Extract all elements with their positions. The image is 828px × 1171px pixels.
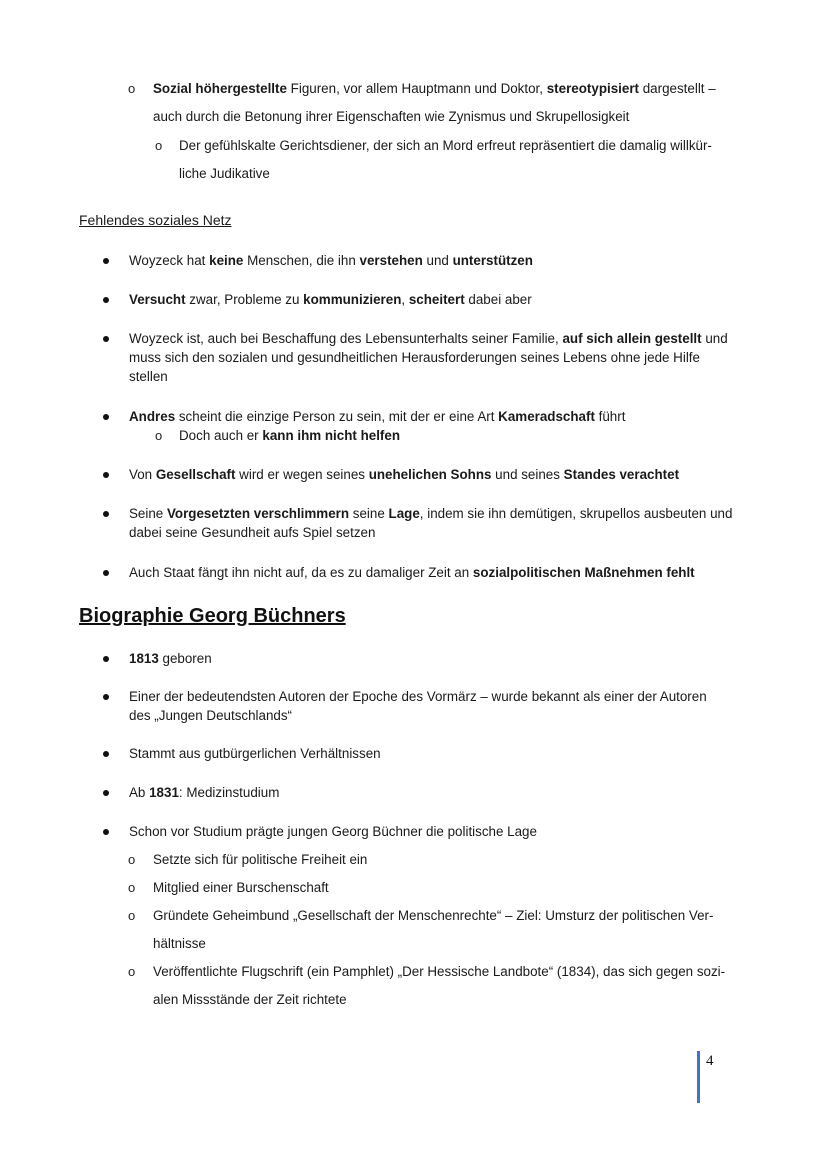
page-number-rule xyxy=(697,1051,700,1103)
list-item xyxy=(129,563,695,582)
list-item xyxy=(129,290,532,309)
sub-list-item xyxy=(179,426,400,445)
list-item-line-3: stellen xyxy=(129,369,168,384)
circle-bullet-icon: o xyxy=(128,880,136,895)
bullet-icon xyxy=(103,751,109,757)
text: Woyzeck hat xyxy=(129,253,210,268)
text: und seines xyxy=(491,467,564,482)
bullet-icon xyxy=(103,829,109,835)
text: dargestellt – xyxy=(639,81,716,96)
sub-list-item-line-2: alen Missstände der Zeit richtete xyxy=(153,992,347,1007)
bold-text: auf sich allein gestellt xyxy=(562,331,702,346)
section-heading: Fehlendes soziales Netz xyxy=(79,212,232,228)
bold-text: Lage xyxy=(388,506,420,521)
bullet-icon xyxy=(103,570,109,576)
circle-bullet-icon: o xyxy=(155,428,163,443)
bold-text: Versucht xyxy=(129,292,186,307)
sub-list-item-line-2: hältnisse xyxy=(153,936,206,951)
bold-text: stereotypisiert xyxy=(546,81,640,96)
list-item-line-2: des „Jungen Deutschlands“ xyxy=(129,708,293,723)
top-item-1-line-2: auch durch die Betonung ihrer Eigenschaften wie Zynismus und Skrupellosigkeit xyxy=(153,109,630,124)
circle-bullet-icon: o xyxy=(128,852,136,867)
bullet-icon xyxy=(103,258,109,264)
list-item-line-2: muss sich den sozialen und gesundheitlichen Herausforderungen seines Lebens ohne jede Hilfe xyxy=(129,350,700,365)
list-item-line-1 xyxy=(129,329,728,348)
bold-text: 1813 xyxy=(129,651,159,666)
bold-text: 1831 xyxy=(149,785,179,800)
sub-list-item: Setzte sich für politische Freiheit ein xyxy=(153,852,368,867)
bold-text: scheitert xyxy=(408,292,465,307)
bold-text: sozialpolitischen Maßnehmen fehlt xyxy=(472,565,695,580)
text: Von xyxy=(129,467,156,482)
list-item-line-1 xyxy=(129,504,732,523)
bullet-icon xyxy=(103,414,109,420)
text: Woyzeck ist, auch bei Beschaffung des Lebensunterhalts seiner Familie, xyxy=(129,331,563,346)
bold-text: kommunizieren xyxy=(303,292,402,307)
list-item-line-1: Einer der bedeutendsten Autoren der Epoche des Vormärz – wurde bekannt als einer der Autoren xyxy=(129,689,707,704)
bold-text: Kameradschaft xyxy=(498,409,595,424)
text: , xyxy=(401,292,409,307)
sub-list-item: Mitglied einer Burschenschaft xyxy=(153,880,329,895)
text: dabei aber xyxy=(464,292,532,307)
page-number: 4 xyxy=(706,1053,714,1069)
text: wird er wegen seines xyxy=(235,467,369,482)
list-item xyxy=(129,407,625,426)
bold-text: unehelichen Sohns xyxy=(368,467,492,482)
bullet-icon xyxy=(103,694,109,700)
text: Doch auch er xyxy=(179,428,263,443)
text: , indem sie ihn demütigen, skrupellos ausbeuten und xyxy=(419,506,733,521)
bullet-icon xyxy=(103,511,109,517)
list-item: Schon vor Studium prägte jungen Georg Büchner die politische Lage xyxy=(129,824,537,839)
text: seine xyxy=(349,506,389,521)
text: Menschen, die ihn xyxy=(243,253,360,268)
list-item xyxy=(129,649,212,668)
text: scheint die einzige Person zu sein, mit der er eine Art xyxy=(175,409,499,424)
top-item-2-line-1: Der gefühlskalte Gerichtsdiener, der sich an Mord erfreut repräsentiert die damalig willkür- xyxy=(179,138,712,153)
text: führt xyxy=(594,409,626,424)
circle-bullet-icon: o xyxy=(128,964,136,979)
text: zwar, Probleme zu xyxy=(185,292,304,307)
top-item-2-line-2: liche Judikative xyxy=(179,166,270,181)
bullet-icon xyxy=(103,336,109,342)
bold-text: unterstützen xyxy=(452,253,533,268)
list-item xyxy=(129,465,679,484)
circle-bullet-icon: o xyxy=(128,908,136,923)
bold-text: Sozial höhergestellte xyxy=(153,81,287,96)
text: geboren xyxy=(158,651,212,666)
bullet-icon xyxy=(103,472,109,478)
bullet-icon xyxy=(103,297,109,303)
bold-text: Gesellschaft xyxy=(155,467,236,482)
bullet-icon xyxy=(103,790,109,796)
bullet-icon xyxy=(103,656,109,662)
text: und xyxy=(701,331,728,346)
text: : Medizinstudium xyxy=(178,785,280,800)
bold-text: Vorgesetzten verschlimmern xyxy=(166,506,350,521)
text: Ab xyxy=(129,785,150,800)
list-item-line-2: dabei seine Gesundheit aufs Spiel setzen xyxy=(129,525,376,540)
top-item-1-line-1 xyxy=(153,79,716,98)
list-item: Stammt aus gutbürgerlichen Verhältnissen xyxy=(129,746,381,761)
text: Seine xyxy=(129,506,167,521)
bold-text: verstehen xyxy=(359,253,423,268)
bold-text: kann ihm nicht helfen xyxy=(262,428,401,443)
sub-list-item-line-1: Gründete Geheimbund „Gesellschaft der Menschenrechte“ – Ziel: Umsturz der politischen Ver- xyxy=(153,908,714,923)
sub-list-item-line-1: Veröffentlichte Flugschrift (ein Pamphlet) „Der Hessische Landbote“ (1834), das sich gegen sozi- xyxy=(153,964,726,979)
bold-text: keine xyxy=(209,253,244,268)
circle-bullet-icon: o xyxy=(128,81,136,96)
text: und xyxy=(422,253,453,268)
text: Figuren, vor allem Hauptmann und Doktor, xyxy=(286,81,547,96)
page-title: Biographie Georg Büchners xyxy=(79,605,346,627)
bold-text: Andres xyxy=(129,409,176,424)
list-item xyxy=(129,783,279,802)
list-item xyxy=(129,251,533,270)
bold-text: Standes verachtet xyxy=(563,467,680,482)
circle-bullet-icon: o xyxy=(155,138,163,153)
text: Auch Staat fängt ihn nicht auf, da es zu damaliger Zeit an xyxy=(129,565,473,580)
